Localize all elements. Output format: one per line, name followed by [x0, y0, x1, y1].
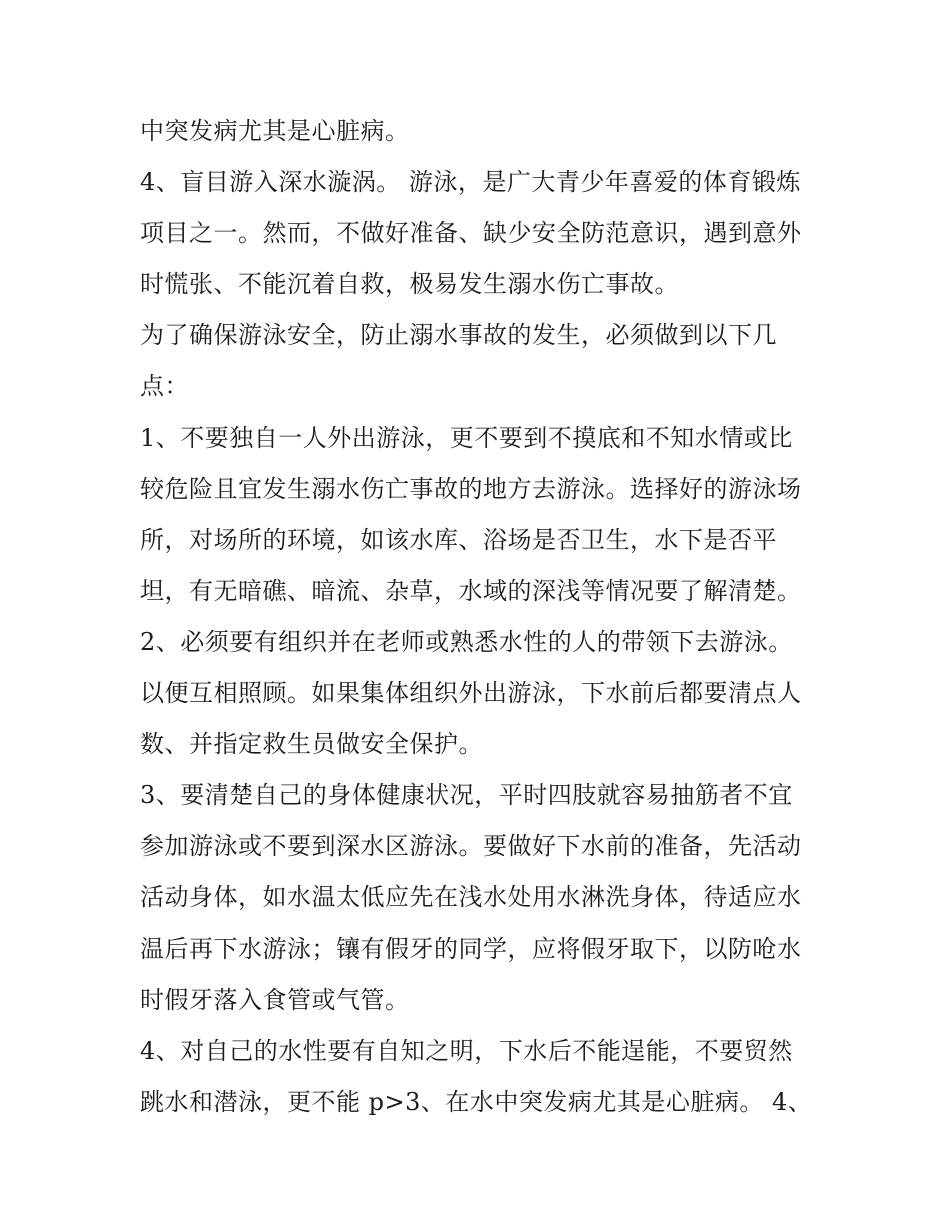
text-line: 点： [140, 372, 189, 401]
text-line: 时假牙落入食管或气管。 [140, 985, 410, 1014]
text-line: 1、不要独自一人外出游泳，更不要到不摸底和不知水情或比 [140, 423, 793, 452]
text-line: 4、盲目游入深水漩涡。 游泳，是广大青少年喜爱的体育锻炼 [140, 168, 801, 197]
text-line: 中突发病尤其是心脏病。 [140, 117, 410, 145]
text-line: 以便互相照顾。如果集体组织外出游泳，下水前后都要清点人 [140, 679, 802, 708]
text-line: 2、必须要有组织并在老师或熟悉水性的人的带领下去游泳。 [140, 627, 793, 656]
text-line: 活动身体，如水温太低应先在浅水处用水淋洗身体，待适应水 [140, 883, 802, 912]
text-line: 3、要清楚自己的身体健康状况，平时四肢就容易抽筋者不宜 [140, 781, 793, 810]
text-line: 4、对自己的水性要有自知之明，下水后不能逞能，不要贸然 [140, 1036, 793, 1065]
text-line: 所，对场所的环境，如该水库、浴场是否卫生，水下是否平 [140, 525, 777, 554]
document-body [140, 106, 830, 1128]
text-line: 较危险且宜发生溺水伤亡事故的地方去游泳。选择好的游泳场 [140, 474, 802, 503]
text-line: 温后再下水游泳；镶有假牙的同学，应将假牙取下，以防呛水 [140, 934, 802, 963]
text-line: 坦，有无暗礁、暗流、杂草，水域的深浅等情况要了解清楚。 [140, 576, 802, 605]
text-line: 为了确保游泳安全，防止溺水事故的发生，必须做到以下几 [140, 321, 777, 350]
text-line: 数、并指定救生员做安全保护。 [140, 730, 483, 759]
text-line: 跳水和潜泳，更不能 p>3、在水中突发病尤其是心脏病。 4、 [140, 1087, 813, 1116]
text-line: 时慌张、不能沉着自救，极易发生溺水伤亡事故。 [140, 270, 679, 299]
text-line: 项目之一。然而，不做好准备、缺少安全防范意识，遇到意外 [140, 219, 802, 248]
text-line: 参加游泳或不要到深水区游泳。要做好下水前的准备，先活动 [140, 832, 802, 861]
